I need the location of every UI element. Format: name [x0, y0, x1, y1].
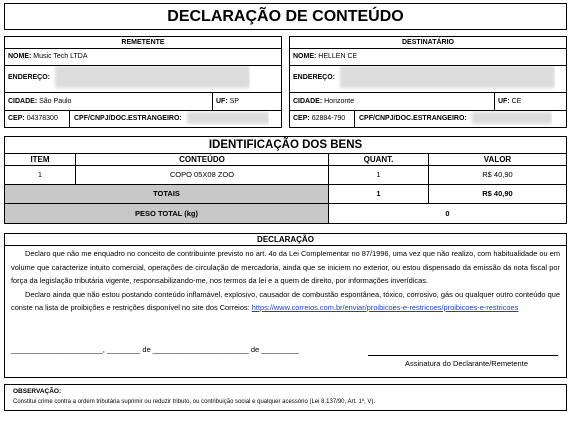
- date-month-blank: _______________________: [152, 345, 249, 354]
- destinatario-nome-value: HELLEN CE: [318, 53, 358, 60]
- declaracao-paragraph-2-text: Declaro ainda que não estou postando conteúdo inflamável, explosivo, causador de combustão espontânea, tóxico, corrosivo, gás ou qualquer outro conteúdo que conste na lista de proibições e restrições disponível no site dos Correios:: [11, 289, 560, 312]
- row-item: 1: [5, 166, 76, 184]
- remetente-cidade-label: CIDADE:: [8, 98, 38, 105]
- remetente-doc-redacted: [187, 112, 269, 124]
- destinatario-uf-value: CE: [511, 98, 522, 105]
- remetente-endereco-label: ENDEREÇO:: [8, 73, 51, 81]
- destinatario-nome-label: NOME:: [293, 53, 317, 60]
- row-conteudo: COPO 05X08 ZOO: [76, 166, 329, 184]
- destinatario-uf-label: UF:: [498, 98, 510, 105]
- observacao-box: [4, 384, 567, 411]
- totais-valor: R$ 40,90: [482, 189, 513, 198]
- destinatario-cep-row: [290, 110, 566, 127]
- col-conteudo: CONTEÚDO: [76, 154, 329, 165]
- declaracao-box: [4, 233, 567, 378]
- destinatario-box: [289, 36, 567, 128]
- remetente-cep-value: 04378300: [26, 115, 58, 122]
- destinatario-cep-label: CEP:: [293, 115, 310, 122]
- row-valor: R$ 40,90: [482, 170, 513, 179]
- remetente-nome-row: [5, 48, 281, 65]
- destinatario-endereco-redacted: [340, 66, 555, 88]
- date-de-2: de: [250, 345, 260, 354]
- destinatario-doc-label: CPF/CNPJ/DOC.ESTRANGEIRO:: [359, 115, 467, 122]
- date-de-1: de: [142, 345, 151, 354]
- destinatario-cidade-value: Horizonte: [324, 98, 355, 105]
- peso-value: 0: [445, 209, 450, 218]
- destinatario-endereco-label: ENDEREÇO:: [293, 73, 336, 81]
- row-quant: 1: [329, 166, 429, 184]
- date-line: [11, 345, 299, 354]
- declaracao-paragraph-1: Declaro que não me enquadro no conceito de contribuinte previsto no art. 4o da Lei Complementar no 87/1996, uma vez que não realizo, com habitualidade ou em volume que caracterize intuito comercial, operações de circulação de mercadoria, ainda que se iniciem no exterior, ou estou dispensado da emissão da nota fiscal por força da legislação tributária vigente, responsabilizando-me, nos termos da lei e a quem de direito, por informações inverídicas.: [11, 249, 560, 285]
- page-title: DECLARAÇÃO DE CONTEÚDO: [4, 3, 567, 30]
- observacao-heading: OBSERVAÇÃO:: [13, 388, 62, 395]
- remetente-endereco-redacted: [55, 66, 250, 88]
- observacao-text: Constitui crime contra a ordem tributária suprimir ou reduzir tributo, ou contribuição social e qualquer acessório (Lei 8.137/90, Art. 1º, V).: [13, 399, 376, 405]
- remetente-nome-value: Music Tech LTDA: [33, 53, 88, 60]
- remetente-heading: REMETENTE: [121, 39, 165, 46]
- destinatario-doc-redacted: [472, 112, 552, 124]
- correios-link[interactable]: https://www.correios.com.br/enviar/proibicoes-e-restricoes/proibicoes-e-restricoes: [251, 303, 519, 312]
- remetente-cep-label: CEP:: [8, 115, 25, 122]
- bens-heading: IDENTIFICAÇÃO DOS BENS: [208, 139, 363, 151]
- destinatario-heading: DESTINATÁRIO: [402, 39, 454, 46]
- remetente-cep-row: [5, 110, 281, 127]
- remetente-uf-label: UF:: [216, 98, 228, 105]
- remetente-doc-label: CPF/CNPJ/DOC.ESTRANGEIRO:: [74, 115, 182, 122]
- remetente-box: [4, 36, 282, 128]
- destinatario-nome-row: [290, 48, 566, 65]
- destinatario-endereco-row: [290, 65, 566, 92]
- col-item: ITEM: [5, 154, 76, 165]
- destinatario-cidade-label: CIDADE:: [293, 98, 323, 105]
- table-row: [5, 165, 566, 184]
- totais-row: [5, 184, 566, 203]
- remetente-cidade-value: São Paulo: [39, 98, 72, 105]
- date-place-blank: ______________________, ________: [11, 345, 141, 354]
- declaracao-paragraph-2: [11, 288, 560, 315]
- remetente-cidade-row: [5, 92, 281, 110]
- destinatario-cep-value: 62884-790: [311, 115, 346, 122]
- col-valor: VALOR: [483, 155, 512, 164]
- remetente-uf-value: SP: [229, 98, 239, 105]
- signature-label: Assinatura do Declarante/Remetente: [405, 359, 528, 368]
- declaracao-heading: DECLARAÇÃO: [5, 234, 566, 246]
- date-year-blank: _________: [261, 345, 299, 354]
- totais-label: TOTAIS: [5, 185, 329, 203]
- totais-quant: 1: [329, 185, 429, 203]
- remetente-nome-label: NOME:: [8, 53, 32, 60]
- remetente-endereco-row: [5, 65, 281, 92]
- bens-header-row: [5, 153, 566, 165]
- peso-row: [5, 203, 566, 223]
- peso-label: PESO TOTAL (kg): [5, 204, 329, 223]
- destinatario-cidade-row: [290, 92, 566, 110]
- col-quant: QUANT.: [329, 154, 429, 165]
- bens-box: [4, 136, 567, 224]
- signature-line: [368, 355, 558, 356]
